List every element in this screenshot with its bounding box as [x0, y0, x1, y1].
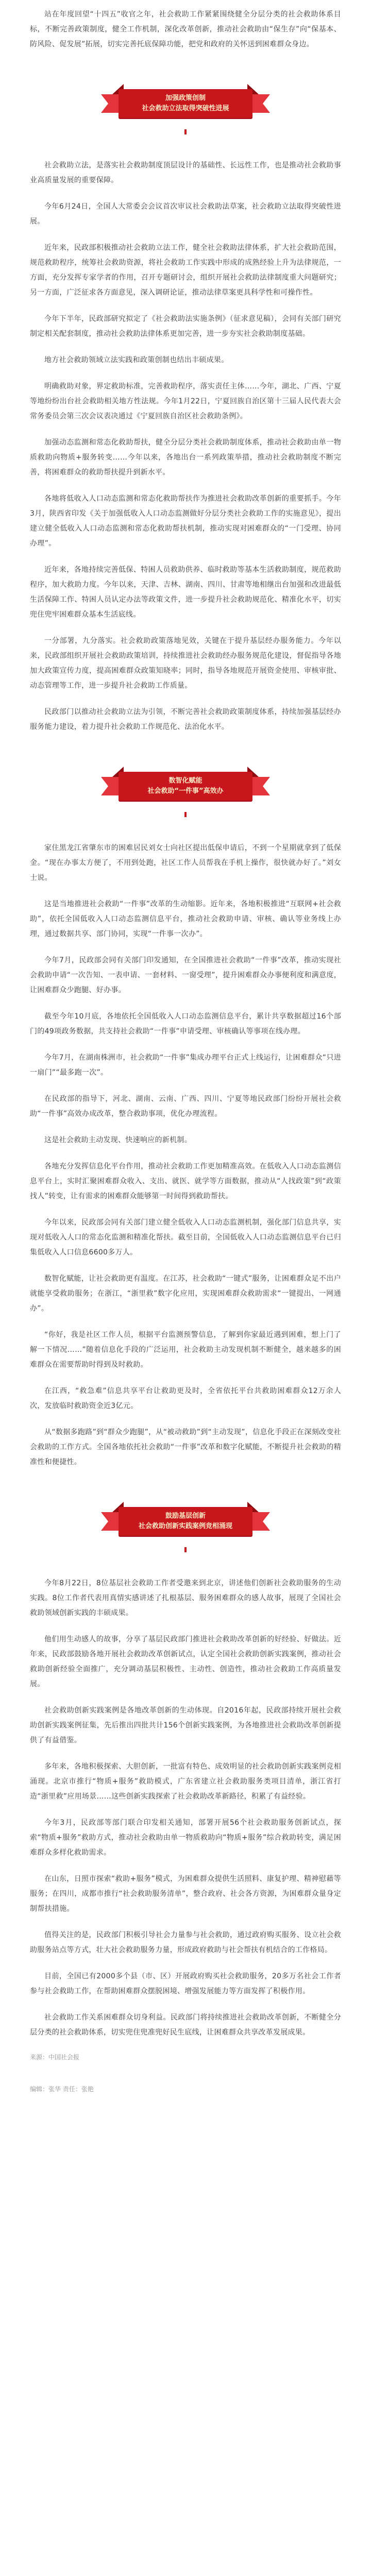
- paragraph: 社会救助工作关系困难群众切身利益。民政部门将持续推进社会救助改革创新，不断健全分层分类的社会救助体系，切实兜住兜准兜好民生底线，让困难群众共享改革发展成果。: [30, 2013, 341, 2037]
- paragraph: 加强动态监测和常态化救助帮扶，健全分层分类社会救助制度体系，推动社会救助由单一物质救助向物质+服务转变……今年以来，各地出台一系列政策举措，推动社会救助制度不断完善，将困难群众的救助帮扶提升到新水平。: [30, 438, 341, 477]
- paragraph: 从“数据多跑路”到“群众少跑腿”，从“被动救助”到“主动发现”，信息化手段正在深刻改变社会救助的工作方式。全国各地依托社会救助“一件事”改革和数字化赋能，不断提升社会救助的精准性和便捷性。: [30, 1428, 341, 1466]
- section-banner-3: [30, 1492, 341, 1552]
- paragraph: 数智化赋能，让社会救助更有温度。在江苏，社会救助“一键式”服务，让困难群众足不出户就能享受救助服务；在浙江，“浙里救”数字化应用，实现困难群众救助需求“一键提出、一网通办”。: [30, 1275, 341, 1313]
- paragraph: 各地充分发挥信息化平台作用，推动社会救助工作更加精准高效。在低收入人口动态监测信息平台上，实时汇聚困难群众收入、支出、就医、就学等方面数据，推动从“人找政策”到“政策找人”转变，让有需求的困难群众能够第一时间得到救助帮扶。: [30, 1162, 341, 1200]
- paragraph: 今年6月24日，全国人大常委会会议首次审议社会救助法草案，社会救助立法取得突破性进展。: [30, 202, 341, 226]
- paragraph: 各地将低收入人口动态监测和常态化救助帮扶作为推进社会救助改革创新的重要抓手。今年3月，陕西省印发《关于加强低收入人口动态监测做好分层分类社会救助工作的实施意见》，提出建立健全低收入人口动态监测和常态化救助帮扶机制，推动实现对困难群众的“一门受理、协同办理”。: [30, 495, 341, 548]
- section-title: [30, 1507, 341, 1536]
- paragraph: 家住黑龙江省肇东市的困难居民刘女士向社区提出低保申请后，不到一个星期就拿到了低保金。“现在办事太方便了，不用到处跑，社区工作人员帮我在手机上操作，很快就办好了。”刘女士说。: [30, 844, 341, 882]
- paragraph: 这是当地推进社会救助“一件事”改革的生动缩影。近年来，各地积极推进“互联网+社会救助”，依托全国低收入人口动态监测信息平台，推动社会救助申请、审核、确认等业务线上办理，通过数据共享、部门协同，实现“一件事一次办”。: [30, 900, 341, 938]
- section-banner-2: [30, 756, 341, 817]
- section-title-line1: 鼓励基层创新: [165, 1512, 206, 1520]
- paragraph: 他们用生动感人的故事，分享了基层民政部门推进社会救助改革创新的好经验、好做法。近年来，民政部鼓励各地开展社会救助改革创新试点，认定全国社会救助创新实践案例，推动社会救助创新经验全面推广，充分调动基层积极性、主动性、创造性，推动社会救助工作高质量发展。: [30, 1635, 341, 1688]
- paragraph: “你好，我是社区工作人员，根据平台监测预警信息，了解到你家最近遇到困难，想上门了解一下情况……”随着信息化手段的广泛运用，社会救助主动发现机制不断健全，越来越多的困难群众在需要帮助时得到及时救助。: [30, 1331, 341, 1369]
- section-title-line1: 数智化赋能: [168, 777, 203, 785]
- paragraph: 今年7月，在湖南株洲市，社会救助“一件事”集成办理平台正式上线运行，让困难群众“只进一扇门”“最多跑一次”。: [30, 1054, 341, 1077]
- section-title: [30, 89, 341, 118]
- paragraph: 明确救助对象，界定救助标准，完善救助程序，落实责任主体……今年，湖北、广西、宁夏等地纷纷出台社会救助相关地方性法规。今年1月22日，宁夏回族自治区第十三届人民代表大会常务委员会第三次会议表决通过《宁夏回族自治区社会救助条例》。: [30, 382, 341, 420]
- paragraph: 值得关注的是，民政部门积极引导社会力量参与社会救助，通过政府购买服务、设立社会救助服务站点等方式，壮大社会救助服务力量，形成政府救助与社会帮扶有机结合的工作格局。: [30, 1931, 341, 1954]
- paragraph: 今年7月，民政部会同有关部门印发通知，在全国推进社会救助“一件事”改革，推动实现社会救助申请“一次告知、一表申请、一套材料、一窗受理”，提升困难群众办事便利度和满意度，让困难群众少跑腿、好办事。: [30, 956, 341, 994]
- source-line: 来源：中国社会报: [30, 2054, 80, 2061]
- banner-tail: [184, 812, 187, 817]
- paragraph: 在江西，“救急难”信息共享平台让救助更及时，全省依托平台共救助困难群众12万余人次，发放临时救助资金近3亿元。: [30, 1387, 341, 1410]
- paragraph: 近年来，民政部积极推动社会救助立法工作，健全社会救助法律体系，扩大社会救助范围，规范救助程序，统筹社会救助资源，将社会救助工作实践中形成的成熟经验上升为法律规范，一方面，充分发挥专家学者的作用，召开专题研讨会，组织开展社会救助法律制度重大问题研究；另一方面，广泛征求各方面意见，深入调研论证，推动法律草案更具科学性和可操作性。: [30, 244, 341, 297]
- paragraph: 近年来，各地持续完善低保、特困人员救助供养、临时救助等基本生活救助制度，规范救助程序，加大救助力度。今年以来，天津、吉林、湖南、四川、甘肃等地相继出台加强和改进最低生活保障工作、特困人员认定办法等政策文件，进一步提升社会救助规范化、精准化水平，切实兜住兜牢困难群众基本生活底线。: [30, 566, 341, 619]
- paragraph: 一分部署，九分落实。社会救助政策落地见效，关键在于提升基层经办服务能力。今年以来，民政部组织开展社会救助政策培训，持续推进社会救助经办服务规范化建设，督促指导各地加大政策宣传力度，提高困难群众政策知晓率；同时，指导各地规范开展资金使用、审核审批、动态管理等工作，进一步提升社会救助工作质量。: [30, 637, 341, 690]
- paragraph: 在山东，日照市探索“救助+服务”模式，为困难群众提供生活照料、康复护理、精神慰藉等服务；在四川，成都市推行“社会救助服务清单”，整合政府、社会各方资源，为困难群众量身定制帮扶措施。: [30, 1875, 341, 1913]
- paragraph: 社会救助创新实践案例是各地改革创新的生动体现。自2016年起，民政部持续开展社会救助创新实践案例征集，先后推出四批共计156个创新实践案例，为各地推进社会救助改革创新提供了有益借鉴。: [30, 1706, 341, 1744]
- section-title-line2: 社会救助立法取得突破性进展: [142, 105, 229, 112]
- paragraph: 多年来，各地积极探索、大胆创新，一批富有特色、成效明显的社会救助创新实践案例竞相涌现。北京市推行“物质+服务”救助模式，广东省建立社会救助服务类项目清单，浙江省打造“浙里救”应用场景……这些创新实践探索了社会救助改革新路径，积累了有益经验。: [30, 1762, 341, 1801]
- banner-tail: [184, 129, 187, 134]
- paragraph: 今年3月，民政部等部门联合印发相关通知，部署开展56个社会救助服务创新试点，探索“物质+服务”救助方式，推动社会救助由单一物质救助向“物质+服务”综合救助转变，满足困难群众多样化救助需求。: [30, 1819, 341, 1857]
- paragraph: 目前，全国已有2000多个县（市、区）开展政府购买社会救助服务，20多万名社会工作者参与社会救助工作，在帮助困难群众摆脱困境、增强发展能力等方面发挥了积极作用。: [30, 1972, 341, 1995]
- editor-line: 编辑：张华 责任：张艳: [30, 2086, 94, 2093]
- paragraph: 民政部门以推动社会救助立法为引领，不断完善社会救助政策制度体系，持续加强基层经办服务能力建设，着力提升社会救助工作规范化、法治化水平。: [30, 708, 341, 731]
- paragraph: 今年8月22日，8位基层社会救助工作者受邀来到北京，讲述他们创新社会救助服务的生动实践。8位工作者代表用真情实感讲述了扎根基层、服务困难群众的感人故事，展现了全国社会救助领域创新实践的丰硕成果。: [30, 1579, 341, 1617]
- article-body: [30, 7, 341, 2095]
- paragraph: 截至今年10月底，各地依托全国低收入人口动态监测信息平台，累计共享数据超过16个部门的49项政务数据，共支持社会救助“一件事”申请受理、审核确认等事项在线办理。: [30, 1012, 341, 1036]
- paragraph: 今年下半年，民政部研究拟定了《社会救助法实施条例》（征求意见稿），会同有关部门研究制定相关配套制度，推动社会救助法律体系更加完善，进一步夯实社会救助制度基础。: [30, 315, 341, 338]
- section-title-line1: 加强政策创制: [165, 94, 206, 102]
- banner-tail: [184, 1547, 187, 1552]
- section-banner-1: [30, 74, 341, 134]
- intro-paragraph: 站在年度回望“十四五”收官之年，社会救助工作紧紧围绕健全分层分类的社会救助体系目标，不断完善政策制度，健全工作机制，深化改革创新，推动社会救助由“保生存”向“保基本、防风险、促发展”拓展，切实完善托底保障功能，把党和政府的关怀送到困难群众身边。: [30, 10, 341, 48]
- paragraph: 这是社会救助主动发现、快速响应的新机制。: [44, 1136, 192, 1144]
- section-title-line2: 社会救助创新实践案例竞相涌现: [138, 1522, 232, 1530]
- section-title-line2: 社会救助“一件事”高效办: [147, 787, 224, 795]
- paragraph: 社会救助立法，是落实社会救助制度顶层设计的基础性、长远性工作，也是推动社会救助事业高质量发展的重要保障。: [30, 161, 341, 184]
- section-title: [30, 772, 341, 801]
- paragraph: 今年以来，民政部会同有关部门建立健全低收入人口动态监测机制，强化部门信息共享，实现对低收入人口的常态化监测和精准化帮扶。截至目前，全国低收入人口动态监测信息平台已归集低收入人口信息6600多万人。: [30, 1218, 341, 1257]
- paragraph: 地方社会救助领域立法实践和政策创制也结出丰硕成果。: [44, 356, 229, 364]
- paragraph: 在民政部的指导下，河北、湖南、云南、广西、四川、宁夏等地民政部门纷纷开展社会救助“一件事”高效办成改革，整合救助事项，优化办理流程。: [30, 1095, 341, 1118]
